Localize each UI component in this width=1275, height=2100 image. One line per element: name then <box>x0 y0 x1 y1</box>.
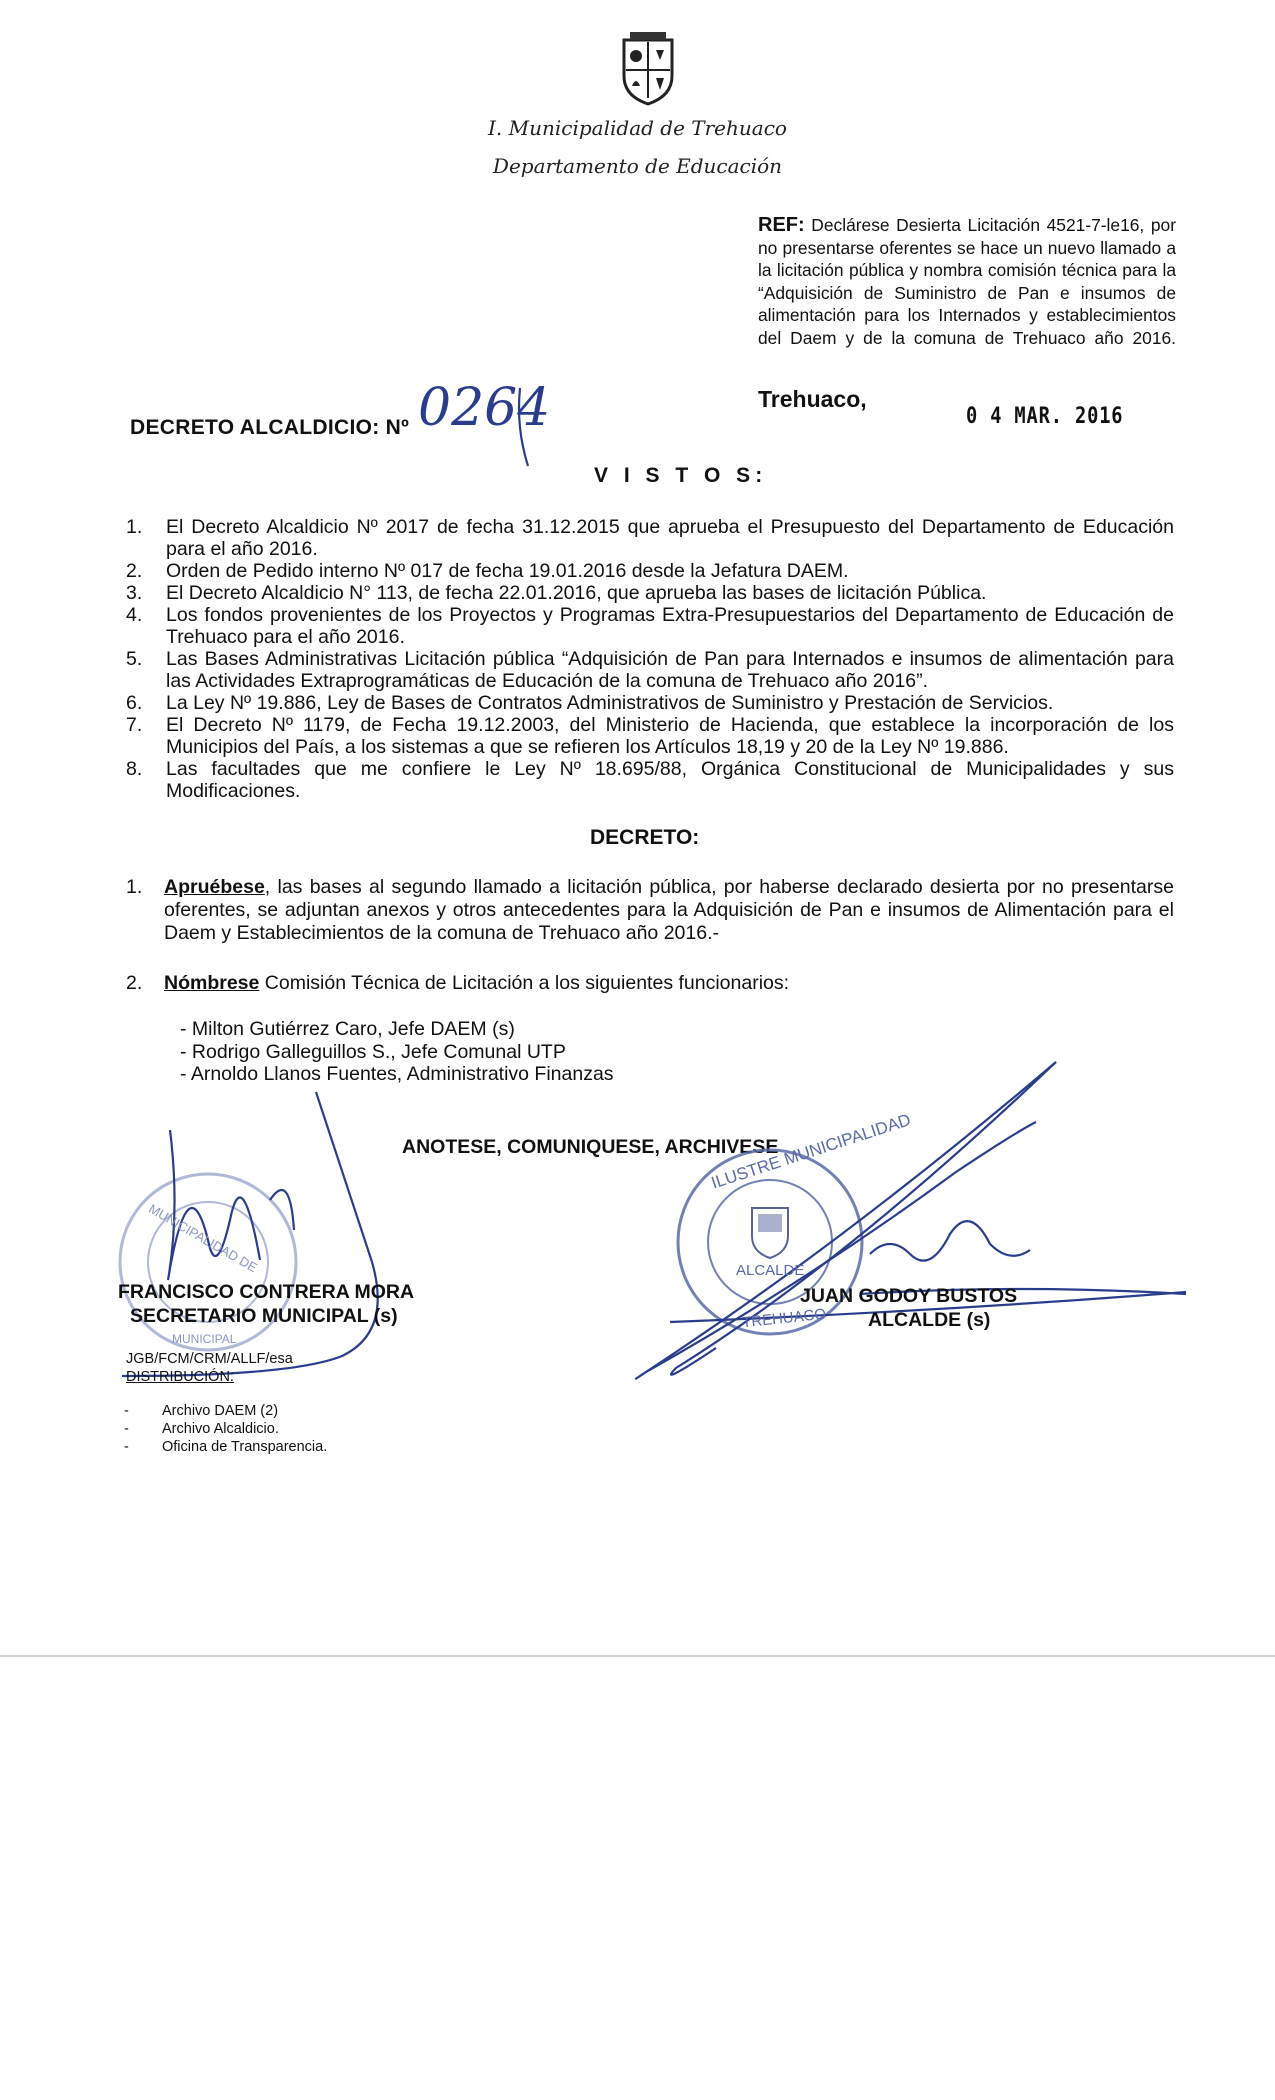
distribution-item: - Oficina de Transparencia. <box>124 1439 328 1455</box>
closing-formula: ANOTESE, COMUNIQUESE, ARCHIVESE <box>402 1136 779 1158</box>
mayor-signature-block <box>800 1284 1017 1332</box>
vistos-list <box>126 516 1174 802</box>
vistos-item: 2. Orden de Pedido interno Nº 017 de fecha 19.01.2016 desde la Jefatura DAEM. <box>126 560 849 582</box>
reference-block <box>758 214 1176 349</box>
mayor-stamp-center: ALCALDE <box>736 1262 805 1279</box>
municipal-crest-icon <box>618 32 678 106</box>
vistos-item: 3. El Decreto Alcaldicio N° 113, de fecha 22.01.2016, que aprueba las bases de licitación Pública. <box>126 582 987 604</box>
member: - Arnoldo Llanos Fuentes, Administrativo Finanzas <box>180 1063 614 1085</box>
secretary-stamp-ring-text: MUNICIPALIDAD DE <box>146 1201 260 1276</box>
distribution-list <box>124 1402 327 1456</box>
distribution-item: - Archivo DAEM (2) <box>124 1403 279 1419</box>
vistos-item: 1. El Decreto Alcaldicio Nº 2017 de fecha 31.12.2015 que aprueba el Presupuesto del Departamento de Educación para el año 2016. <box>126 516 1174 560</box>
member: - Rodrigo Galleguillos S., Jefe Comunal UTP <box>180 1040 566 1063</box>
vistos-item: 6. La Ley Nº 19.886, Ley de Bases de Contratos Administrativos de Suministro y Prestación de Servicios. <box>126 692 1054 714</box>
vistos-item: 4. Los fondos provenientes de los Proyectos y Programas Extra-Presupuestarios del Departamento de Educación de Trehuaco para el año 2016. <box>126 604 1174 648</box>
decreto-heading: DECRETO: <box>590 826 700 849</box>
vistos-item: 5. Las Bases Administrativas Licitación pública “Adquisición de Pan para Internados e insumos de alimentación para las Actividades Extraprogramáticas de Educación de la comuna de Trehuaco año 2016”. <box>126 648 1174 692</box>
decree-number-handwritten: 0264 <box>418 378 551 438</box>
approve-keyword: Apruébese <box>164 876 265 898</box>
distribution-title: DISTRIBUCIÓN: <box>126 1369 234 1385</box>
reference-label: REF: <box>758 214 805 236</box>
vistos-item: 7. El Decreto Nº 1179, de Fecha 19.12.2003, del Ministerio de Hacienda, que establece la incorporación de los Municipios del País, a los sistemas a que se refieren los Artículos 18,19 y 20 de la Ley Nº 19.886. <box>126 714 1174 758</box>
decree-number-label: DECRETO ALCALDICIO: Nº <box>130 416 410 439</box>
vistos-item: 8. Las facultades que me confiere le Ley Nº 18.695/88, Orgánica Constitucional de Municipalidades y sus Modificaciones. <box>126 758 1174 802</box>
decreto-item-1: 1. Apruébese, las bases al segundo llamado a licitación pública, por haberse declarado desierta por no presentarse oferentes, se adjuntan anexos y otros antecedentes para la Adquisición de Pan e insumos de Alimentación para el Daem y Establecimientos de la comuna de Trehuaco año 2016.- <box>126 876 1174 944</box>
reference-text: Declárese Desierta Licitación 4521-7-le16, por no presentarse oferentes se hace un nuevo llamado a la licitación pública y nombra comisión técnica para la “Adquisición de Suministro de Pan e insumos de alimentación para los Internados y establecimientos del Daem y de la comuna de Trehuaco año 2016. <box>758 215 1176 348</box>
secretary-title: SECRETARIO MUNICIPAL (s) <box>130 1305 398 1327</box>
secretary-name: FRANCISCO CONTRERA MORA <box>118 1281 415 1303</box>
decree-place: Trehuaco, <box>758 386 867 412</box>
commission-members <box>180 1018 614 1086</box>
institution-name: I. Municipalidad de Trehuaco <box>488 116 787 140</box>
initials: JGB/FCM/CRM/ALLF/esa <box>126 1351 293 1367</box>
department-name: Departamento de Educación <box>492 154 783 178</box>
secretary-stamp-bottom: MUNICIPAL <box>172 1332 237 1346</box>
mayor-name: JUAN GODOY BUSTOS <box>800 1285 1018 1307</box>
date-stamp: 0 4 MAR. 2016 <box>966 404 1124 429</box>
blank-area <box>0 1657 1275 2100</box>
distribution-item: - Archivo Alcaldicio. <box>124 1421 279 1437</box>
secretary-signature-block <box>118 1280 414 1328</box>
member: - Milton Gutiérrez Caro, Jefe DAEM (s) <box>180 1018 515 1040</box>
mayor-stamp-bottom: TREHUACO <box>741 1305 827 1332</box>
vistos-heading: V I S T O S: <box>594 464 768 487</box>
mayor-stamp-ring-text: ILUSTRE MUNICIPALIDAD <box>708 1110 914 1193</box>
appoint-keyword: Nómbrese <box>164 972 260 994</box>
mayor-title: ALCALDE (s) <box>868 1309 991 1331</box>
decreto-item-2: 2. Nómbrese Comisión Técnica de Licitación a los siguientes funcionarios: <box>126 972 790 994</box>
